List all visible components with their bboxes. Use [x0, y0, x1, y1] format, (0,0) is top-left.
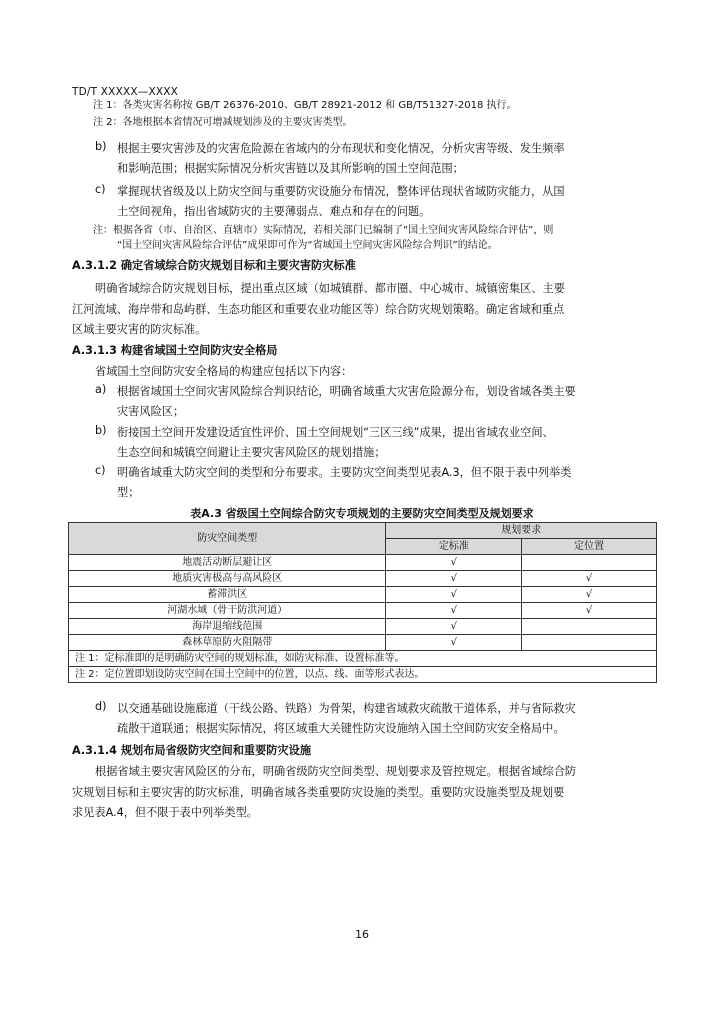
row-std: √	[386, 603, 522, 619]
section-a312-heading: A.3.1.2 确定省域综合防灾规划目标和主要灾害防灾标准	[72, 259, 356, 272]
section-a312-line-1: 明确省域综合防灾规划目标，提出重点区域（如城镇群、都市圈、中心城市、城镇密集区、主要	[95, 282, 565, 295]
row-std: √	[386, 635, 522, 651]
table-row	[69, 555, 657, 571]
item-c2-line-2: 型；	[117, 486, 140, 499]
item-b2-line-1: 衔接国土空间开发建设适宜性评价、国土空间规划“三区三线”成果，提出省域农业空间、	[117, 426, 554, 439]
note-1: 注 1：各类灾害名称按 GB/T 26376-2010、GB/T 28921-2012 和 GB/T51327-2018 执行。	[93, 100, 517, 111]
item-c-line-1: 掌握现状省级及以上防灾空间与重要防灾设施分布情况，整体评估现状省域防灾能力，从国	[117, 185, 565, 198]
note-mid-line-1: 注：根据各省（市、自治区、直辖市）实际情况，若相关部门已编制了“国土空间灾害风险综合评估”，则	[93, 225, 554, 236]
row-std: √	[386, 571, 522, 587]
section-a314-line-3: 求见表A.4，但不限于表中列举类型。	[72, 806, 258, 819]
header-space-type: 防灾空间类型	[69, 523, 386, 555]
item-c2-line-1: 明确省域重大防灾空间的类型和分布要求。主要防灾空间类型见表A.3，但不限于表中列举类	[117, 466, 572, 479]
table-note-2: 注 2：定位置即划设防灾空间在国土空间中的位置，以点、线、面等形式表达。	[69, 667, 657, 683]
row-loc: √	[522, 587, 657, 603]
row-loc	[522, 635, 657, 651]
table-note-row	[69, 651, 657, 667]
table-row	[69, 635, 657, 651]
section-a314-line-1: 根据省域主要灾害风险区的分布，明确省级防灾空间类型、规划要求及管控规定。根据省域综合防	[95, 765, 577, 778]
table-a3-title: 表A.3 省级国土空间综合防灾专项规划的主要防灾空间类型及规划要求	[190, 507, 534, 520]
item-c2-mark: c)	[95, 464, 106, 477]
table-note-1: 注 1：定标准即的是明确防灾空间的规划标准，如防灾标准、设置标准等。	[69, 651, 657, 667]
page-number: 16	[355, 928, 369, 941]
table-row	[69, 571, 657, 587]
section-a314-line-2: 灾规划目标和主要灾害的防灾标准，明确省域各类重要防灾设施的类型。重要防灾设施类型及规划要	[72, 786, 565, 799]
item-b2-mark: b)	[95, 424, 107, 437]
item-a-mark: a)	[95, 383, 107, 396]
note-2: 注 2：各地根据本省情况可增减规划涉及的主要灾害类型。	[93, 117, 353, 128]
row-name: 蓄滞洪区	[69, 587, 386, 603]
item-d-mark: d)	[95, 700, 107, 713]
row-name: 地震活动断层避让区	[69, 555, 386, 571]
row-name: 森林草原防火阻隔带	[69, 635, 386, 651]
note-mid-line-2: “国土空间灾害风险综合评估”成果即可作为“省域国土空间灾害风险综合判识”的结论。	[117, 240, 498, 251]
table-note-row	[69, 667, 657, 683]
section-a312-line-2: 江河流域、海岸带和岛屿群、生态功能区和重要农业功能区等）综合防灾规划策略。确定省域和重点	[72, 303, 565, 316]
row-name: 地质灾害极高与高风险区	[69, 571, 386, 587]
item-d-line-1: 以交通基础设施廊道（干线公路、铁路）为骨架，构建省域救灾疏散干道体系，并与省际救灾	[117, 702, 576, 715]
section-a313-heading: A.3.1.3 构建省域国土空间防灾安全格局	[72, 344, 278, 357]
item-b2-line-2: 生态空间和城镇空间避让主要灾害风险区的规划措施；	[117, 446, 386, 459]
section-a312-line-3: 区域主要灾害的防灾标准。	[72, 323, 207, 336]
item-a-line-1: 根据省域国土空间灾害风险综合判识结论，明确省域重大灾害危险源分布，划设省域各类主要	[117, 385, 576, 398]
table-header-row	[69, 523, 657, 539]
header-set-standard: 定标准	[386, 539, 522, 555]
item-d-line-2: 疏散干道联通；根据实际情况，将区域重大关键性防灾设施纳入国土空间防灾安全格局中。	[117, 722, 565, 735]
item-c-mark: c)	[95, 183, 106, 196]
table-a3	[68, 522, 657, 683]
row-std: √	[386, 555, 522, 571]
row-name: 海岸退缩线范围	[69, 619, 386, 635]
table-row	[69, 587, 657, 603]
section-a314-heading: A.3.1.4 规划布局省级防灾空间和重要防灾设施	[72, 744, 312, 757]
item-c-line-2: 土空间视角，指出省域防灾的主要薄弱点、难点和存在的问题。	[117, 205, 431, 218]
header-set-location: 定位置	[522, 539, 657, 555]
row-name: 河湖水域（骨干防洪河道）	[69, 603, 386, 619]
row-loc	[522, 555, 657, 571]
table-row	[69, 603, 657, 619]
row-loc	[522, 619, 657, 635]
section-a313-intro: 省域国土空间防灾安全格局的构建应包括以下内容：	[95, 365, 353, 378]
row-loc: √	[522, 571, 657, 587]
row-std: √	[386, 619, 522, 635]
row-std: √	[386, 587, 522, 603]
header-planning-req: 规划要求	[386, 523, 657, 539]
standard-code-header: TD/T XXXXX—XXXX	[72, 86, 179, 98]
item-b-line-1: 根据主要灾害涉及的灾害危险源在省域内的分布现状和变化情况，分析灾害等级、发生频率	[117, 142, 565, 155]
item-b-mark: b)	[95, 140, 107, 153]
item-b-line-2: 和影响范围；根据实际情况分析灾害链以及其所影响的国土空间范围；	[117, 162, 464, 175]
table-row	[69, 619, 657, 635]
item-a-line-2: 灾害风险区；	[117, 405, 185, 418]
row-loc: √	[522, 603, 657, 619]
